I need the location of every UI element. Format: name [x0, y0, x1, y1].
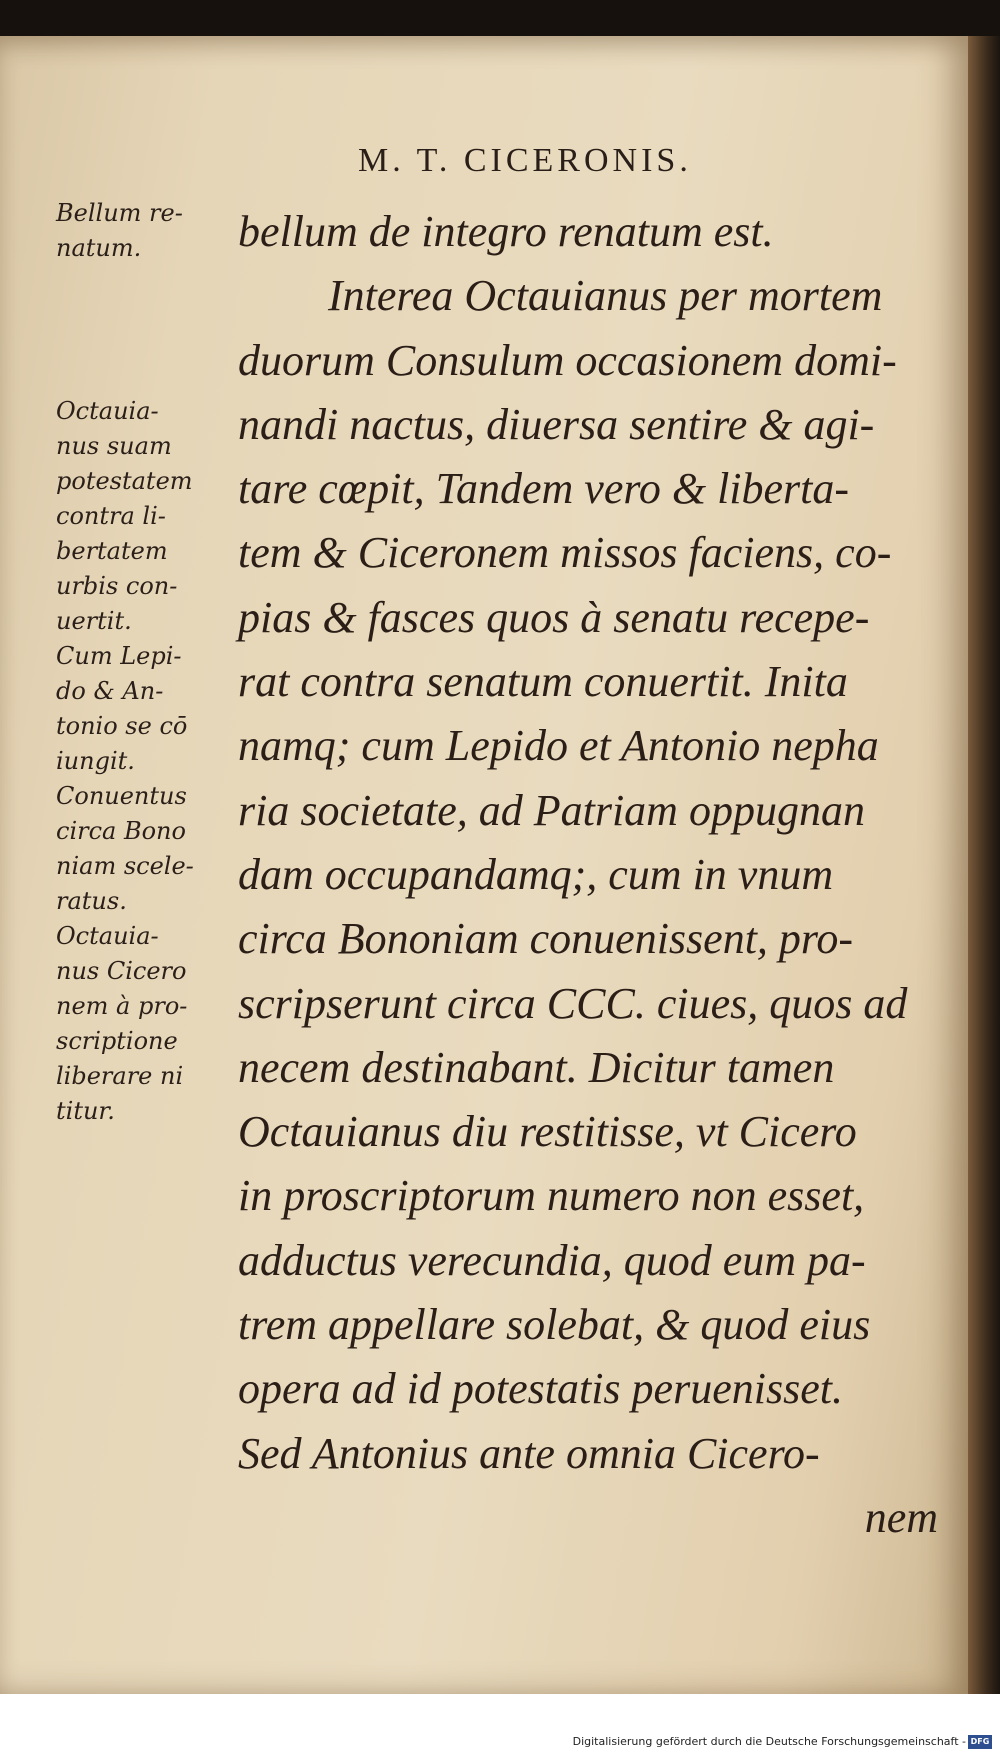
text-line: circa Bononiam conuenissent, pro-	[238, 914, 854, 964]
text-line: dam occupandamq;, cum in vnum	[238, 849, 834, 899]
margin-notes	[56, 196, 241, 1129]
text-line: ria societate, ad Patriam oppugnan	[238, 785, 865, 835]
body-text	[238, 200, 948, 1550]
text-line: duorum Consulum occasionem domi-	[238, 335, 897, 385]
digitization-credit: Digitalisierung gefördert durch die Deutsche Forschungsgemeinschaft -	[572, 1735, 966, 1748]
text-line: namq; cum Lepido et Antonio nepha	[238, 721, 879, 771]
text-line: rat contra senatum conuertit. Inita	[238, 657, 848, 707]
text-line: trem appellare solebat, & quod eius	[238, 1300, 871, 1350]
text-line: necem destinabant. Dicitur tamen	[238, 1042, 835, 1092]
text-line: opera ad id potestatis peruenisset.	[238, 1364, 843, 1414]
text-line: tem & Ciceronem missos faciens, co-	[238, 528, 892, 578]
dfg-logo: DFG	[968, 1735, 992, 1749]
margin-note-conuentus: Conuentus circa Bono niam scele- ratus.	[56, 782, 194, 915]
text-line: scripserunt circa CCC. ciues, quos ad	[238, 978, 908, 1028]
text-line: nandi nactus, diuersa sentire & agi-	[238, 399, 875, 449]
text-line: adductus verecundia, quod eum pa-	[238, 1235, 866, 1285]
text-line: in proscriptorum numero non esset,	[238, 1171, 865, 1221]
margin-note-lepido: Cum Lepi- do & An- tonio se cō iungit.	[56, 642, 188, 775]
text-line: tare cœpit, Tandem vero & liberta-	[238, 464, 850, 514]
text-line: bellum de integro renatum est.	[238, 207, 774, 256]
running-head: M. T. CICERONIS.	[358, 142, 692, 179]
margin-note-bellum: Bellum re- natum.	[56, 199, 183, 262]
page-edge	[968, 36, 1000, 1694]
text-line: pias & fasces quos à senatu recepe-	[238, 592, 870, 642]
text-line: Sed Antonius ante omnia Cicero-	[238, 1428, 820, 1478]
text-line: Interea Octauianus per mortem	[328, 271, 883, 321]
margin-note-cicero: Octauia- nus Cicero nem à pro- scriptione liberare ni titur.	[56, 922, 188, 1125]
text-line: Octauianus diu restitisse, vt Cicero	[238, 1107, 857, 1157]
margin-note-octauianus: Octauia- nus suam potestatem contra li- bertatem urbis con- uertit.	[56, 397, 193, 635]
catchword: nem	[864, 1492, 938, 1542]
